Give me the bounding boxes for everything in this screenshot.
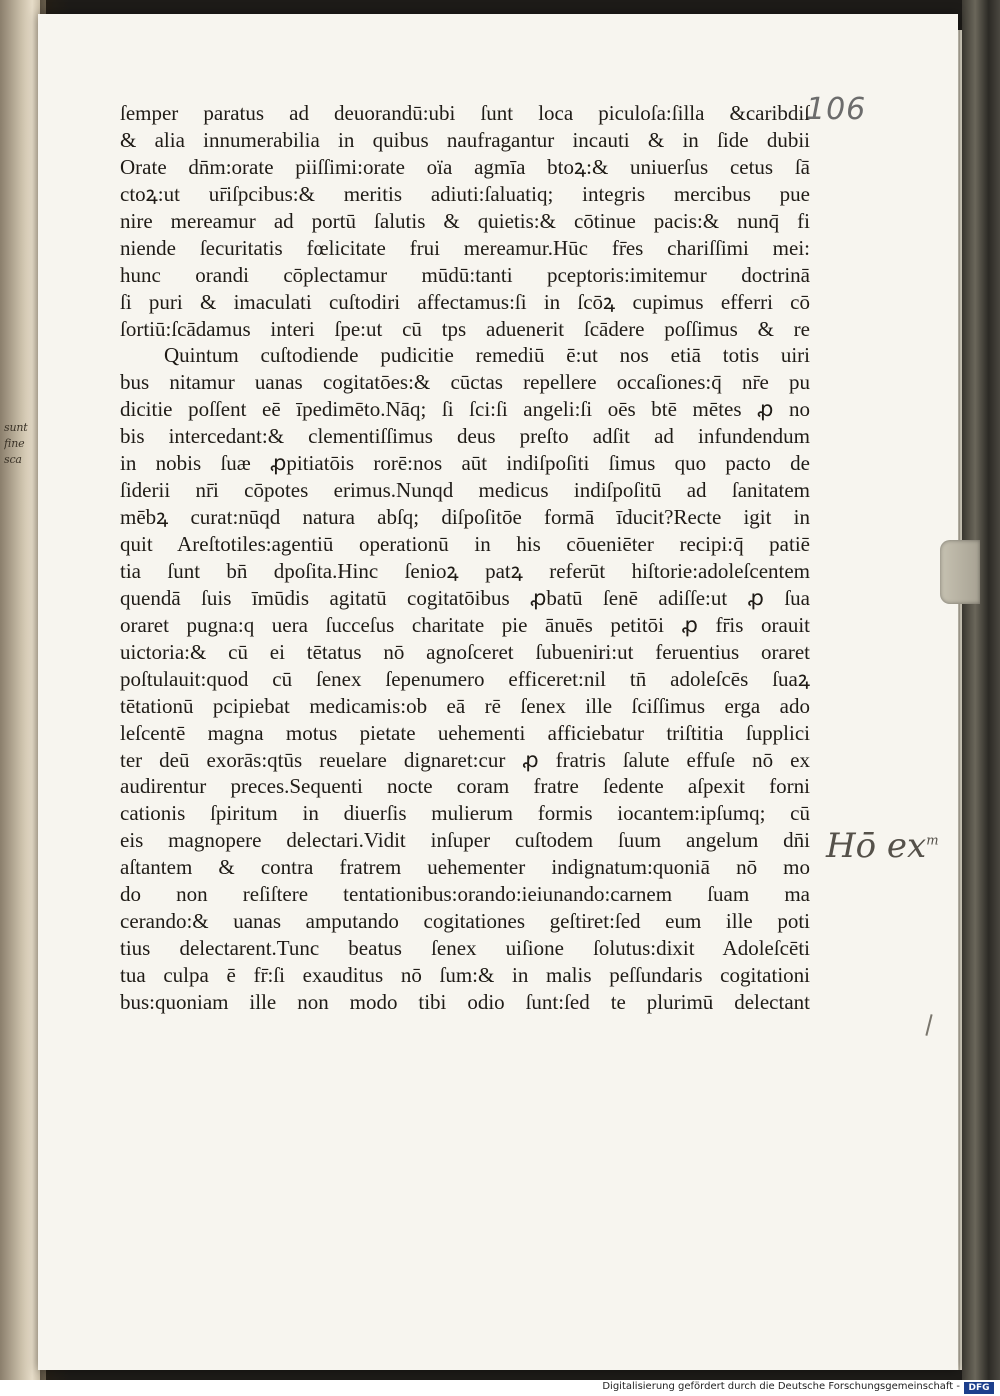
- text-line: tētationū pcipiebat medicamis:ob eā rē ſenex ille ſciſſimus erga ado: [120, 693, 810, 718]
- text-line: poſtulauit:quod cū ſenex ſepenumero efficeret:nil tn̄ adoleſcēs ſuaꝝ: [120, 666, 810, 691]
- text-line: ſortiū:ſcādamus interi ſpe:ut cū tps aduenerit ſcādere poſſimus & re: [120, 316, 810, 341]
- text-line: in nobis ſuæ ꝓpitiatōis rorē:nos aūt indiſpoſiti ſimus quo pacto de: [120, 451, 810, 476]
- verso-text-fragment: sca: [4, 453, 22, 466]
- marginal-note-text: Hō ex: [826, 826, 927, 866]
- text-line: uictoria:& cū ei tētatus nō agnoſceret ſubueniri:ut feruentius oraret: [120, 639, 810, 664]
- text-line: Orate dn̄m:orate piiſſimi:orate oïa agmīa btoꝝ:& uniuerſus cetus ſā: [120, 154, 810, 179]
- text-line: bus:quoniam ille non modo tibi odio ſunt:ſed te plurimū delectant: [120, 989, 810, 1014]
- text-line: ſi puri & imaculati cuſtodiri affectamus:ſi in ſcōꝝ cupimus efferri cō: [120, 289, 810, 314]
- text-line: niende ſecuritatis fœlicitate frui mereamur.Hūc fr̄es chariſſimi mei:: [120, 235, 810, 260]
- text-line: aſtantem & contra fratrem uehementer indignatum:quoniā nō mo: [120, 855, 810, 880]
- folio-number: 106: [806, 92, 867, 127]
- text-line: ter deū exorās:qtūs reuelare dignaret:cur ꝓ fratris ſalute effuſe nō ex: [120, 747, 810, 772]
- marginal-note-superscript: m: [926, 833, 939, 849]
- text-line: quit Areſtotiles:agentiū operationū in his cōueniēter recipi:q̄ patiē: [120, 532, 810, 556]
- funding-credit: Digitalisierung gefördert durch die Deutsche Forschungsgemeinschaft -: [602, 1381, 960, 1392]
- text-line: tia ſunt bn̄ dpoſita.Hinc ſenioꝝ patꝝ referūt hiſtorie:adoleſcentem: [120, 558, 810, 583]
- text-line: tua culpa ē fr̄:ſi exauditus nō ſum:& in malis peſſundaris cogitationi: [120, 963, 810, 987]
- text-line: cerando:& uanas amputando cogitationes geſtiret:ſed eum ille poti: [120, 909, 810, 934]
- verso-text-fragment: fine: [4, 437, 25, 450]
- text-line: dicitie poſſent eē īpedimēto.Nāq; ſi ſci:ſi angeli:ſi oēs btē mētes ꝓ no: [120, 397, 810, 422]
- verso-text-fragment: sunt: [4, 421, 28, 434]
- handwritten-marginal-note: [826, 826, 939, 866]
- text-line: ſiderii nr̄i cōpotes erimus.Nunqd medicus indiſpoſitū ad ſanitatem: [120, 478, 810, 503]
- text-line: bis intercedant:& clementiſſimus deus preſto adſit ad infundendum: [120, 424, 810, 449]
- main-text-block: [120, 100, 810, 1016]
- text-line: mēbꝝ curat:nūqd natura abſq; diſpoſitōe formā īducit?Recte igit in: [120, 505, 810, 530]
- text-line: do non reſiſtere tentationibus:orando:ieiunando:carnem ſuam ma: [120, 882, 810, 907]
- text-line: eis magnopere delectari.Vidit inſuper cuſtodem ſuum angelum dn̄i: [120, 828, 810, 853]
- text-line: leſcentē magna motus pietate uehementi afficiebatur triſtitia ſupplici: [120, 720, 810, 745]
- text-line: bus nitamur uanas cogitatōes:& cūctas repellere occaſiones:q̄ nr̄e pu: [120, 370, 810, 395]
- text-line: cationis ſpiritum in diuerſis mulierum formis iocantem:ipſumq; cū: [120, 801, 810, 826]
- book-binding: [962, 0, 1000, 1380]
- text-line: & alia innumerabilia in quibus naufragantur incauti & in ſide dubii: [120, 127, 810, 152]
- text-line: tius delectarent.Tunc beatus ſenex uiſione ſolutus:dixit Adoleſcēti: [120, 936, 810, 961]
- text-line: nire mereamur ad portū ſalutis & quietis:& cōtinue pacis:& nunq̄ fi: [120, 208, 810, 233]
- text-line: ctoꝝ:ut ur̄iſpcibus:& meritis adiuti:ſaluatiq; integris mercibus pue: [120, 181, 810, 206]
- text-line: quendā ſuis īmūdis agitatū cogitatōibus ꝓbatū ſenē adiſſe:ut ꝓ ſua: [120, 585, 810, 610]
- text-line: Quintum cuſtodiende pudicitie remediū ē:ut nos etiā totis uiri: [164, 343, 810, 368]
- text-line: audirentur preces.Sequenti nocte coram fratre ſedente aſpexit forni: [120, 774, 810, 799]
- text-line: hunc orandi cōplectamur mūdū:tanti pceptoris:imitemur doctrinā: [120, 262, 810, 287]
- text-line: ſemper paratus ad deuorandū:ubi ſunt loca piculoſa:ſilla &caribdiſ: [120, 101, 810, 125]
- text-line: oraret pugna:q uera ſucceſus charitate pie ānuēs petitōi ꝓ fr̄is orauit: [120, 612, 810, 637]
- dfg-logo: DFG: [964, 1382, 994, 1394]
- book-clasp: [940, 540, 980, 604]
- digitization-footer: [0, 1380, 1000, 1396]
